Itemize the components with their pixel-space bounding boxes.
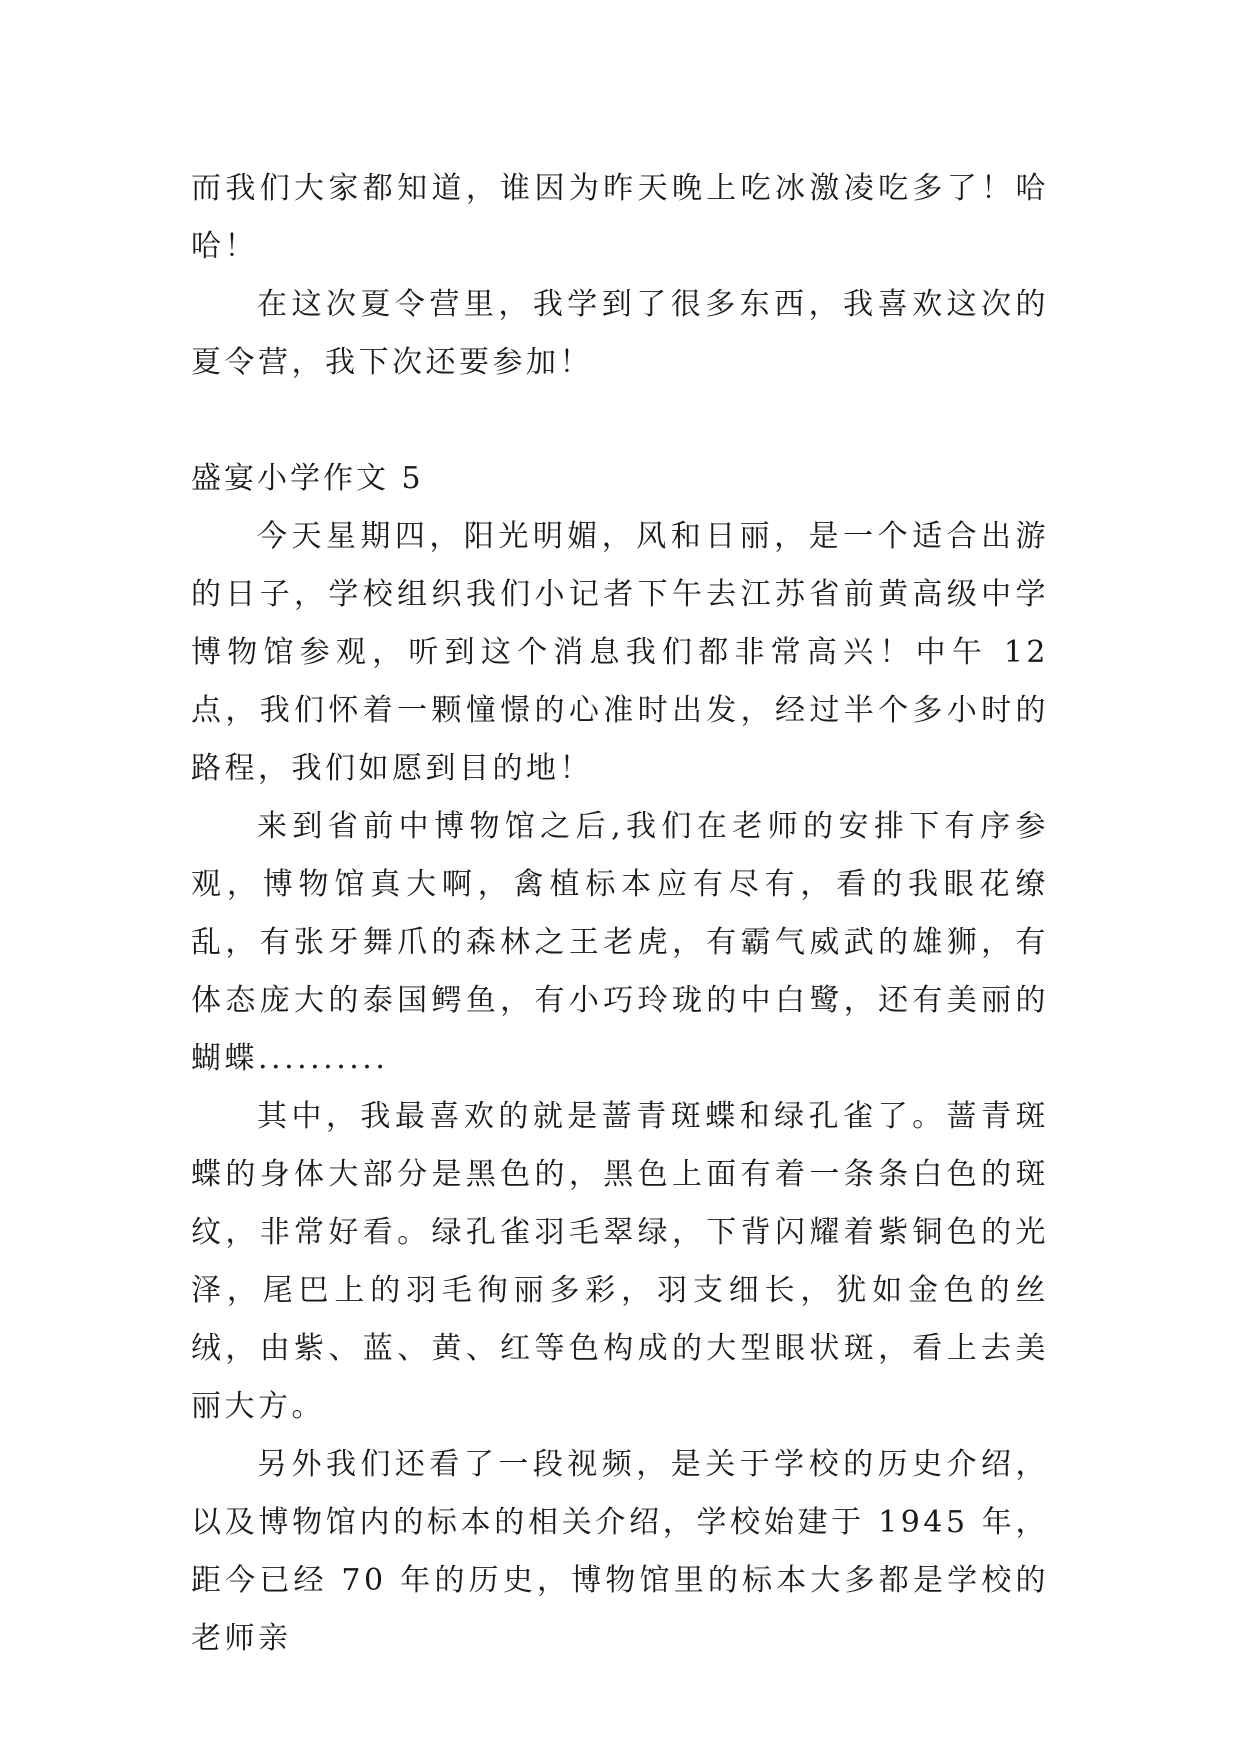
document-page: [191, 160, 1049, 1668]
paragraph-favorites: 其中，我最喜欢的就是蔷青斑蝶和绿孔雀了。蔷青斑蝶的身体大部分是黑色的，黑色上面有着一条条白色的斑纹，非常好看。绿孔雀羽毛翠绿，下背闪耀着紫铜色的光泽，尾巴上的羽毛徇丽多彩，羽支细长，犹如金色的丝绒，由紫、蓝、黄、红等色构成的大型眼状斑，看上去美丽大方。: [191, 1099, 1049, 1424]
paragraph-trip-start: 今天星期四，阳光明媚，风和日丽，是一个适合出游的日子，学校组织我们小记者下午去江苏省前黄高级中学博物馆参观，听到这个消息我们都非常高兴！中午 12 点，我们怀着一颗憧憬的心准时出发，经过半个多小时的路程，我们如愿到目的地！: [191, 519, 1049, 786]
section-gap: [191, 392, 1049, 450]
paragraph-museum-visit: 来到省前中博物馆之后,我们在老师的安排下有序参观，博物馆真大啊，禽植标本应有尽有，看的我眼花缭乱，有张牙舞爪的森林之王老虎，有霸气威武的雄狮，有体态庞大的泰国鳄鱼，有小巧玲珑的中白鹭，还有美丽的蝴蝶..........: [191, 809, 1049, 1076]
paragraph-summer-camp: 在这次夏令营里，我学到了很多东西，我喜欢这次的夏令营，我下次还要参加！: [191, 287, 1049, 380]
paragraph-video: 另外我们还看了一段视频，是关于学校的历史介绍，以及博物馆内的标本的相关介绍，学校始建于 1945 年，距今已经 70 年的历史，博物馆里的标本大多都是学校的老师亲: [191, 1447, 1049, 1656]
section-title: 盛宴小学作文 5: [191, 461, 424, 496]
paragraph-ice-cream: 而我们大家都知道，谁因为昨天晚上吃冰激凌吃多了！哈哈！: [191, 171, 1049, 264]
